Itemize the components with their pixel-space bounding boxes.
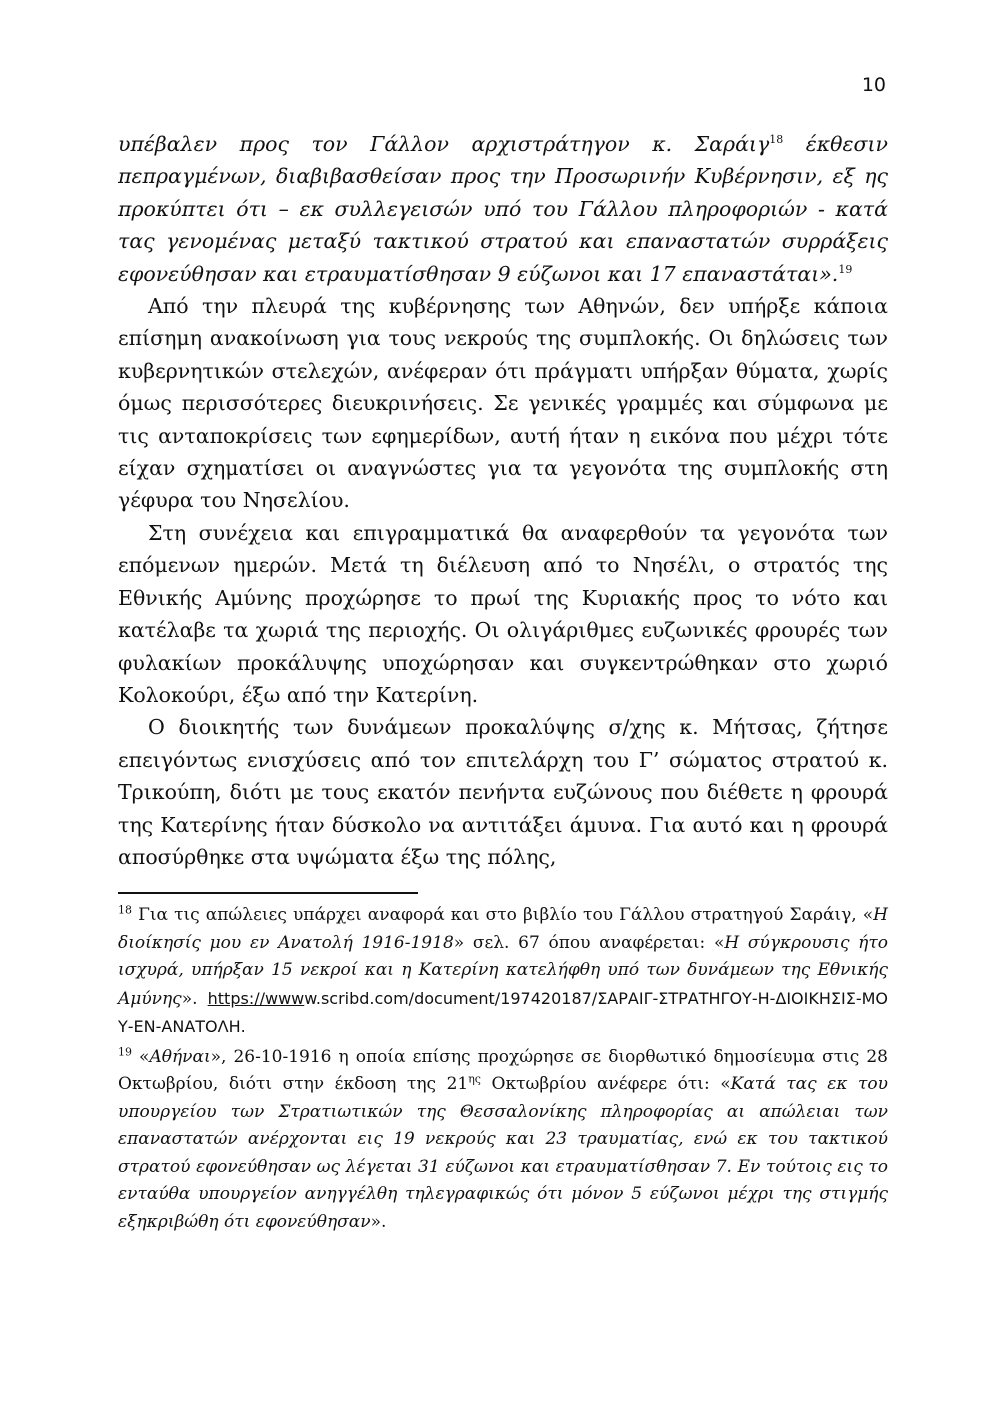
paragraph-1: [118, 128, 888, 290]
footnote-18-text3: ».: [181, 988, 208, 1009]
footnote-18-url-link[interactable]: https://www: [207, 988, 305, 1008]
paragraph-1-quote-part1: υπέβαλεν προς τον Γάλλον αρχιστράτηγον κ. Σαράιγ: [118, 132, 770, 156]
paragraph-4: Ο διοικητής των δυνάμεων προκαλύψης σ/χης κ. Μήτσας, ζήτησε επειγόντως ενισχύσεις από τον επιτελάρχη του Γ’ σώματος στρατού κ. Τρικούπη, διότι με τους εκατόν πενήντα ευζώνους που διέθετε η φρουρά της Κατερίνης ήταν δύσκολο να αντιτάξει άμυνα. Για αυτό και η φρουρά αποσύρθηκε στα υψώματα έξω της πόλης,: [118, 715, 888, 869]
footnote-19-quote: Κατά τας εκ του υπουργείου των Στρατιωτικών της Θεσσαλονίκης πληροφορίας αι απώλειαι των επαναστατών ανέρχονται εις 19 νεκρούς και 23 τραυματίας, ενώ εκ του τακτικού στρατού εφονεύθησαν ως λέγεται 31 εύζωνοι και ετραυματίσθησαν 7. Εν τούτοις εις το ενταύθα υπουργείον ανηγγέλθη τηλεγραφικώς ότι μόνον 5 εύζωνοι μέχρι της στιγμής εξηκριβώθη ότι εφονεύθησαν: [118, 1074, 888, 1232]
paragraph-2: Από την πλευρά της κυβέρνησης των Αθηνών, δεν υπήρξε κάποια επίσημη ανακοίνωση για τους νεκρούς της συμπλοκής. Οι δηλώσεις των κυβερνητικών στελεχών, ανέφεραν ότι πράγματι υπήρξαν θύματα, χωρίς όμως περισσότερες διευκρινήσεις. Σε γενικές γραμμές και σύμφωνα με τις ανταποκρίσεις των εφημερίδων, αυτή ήταν η εικόνα που μέχρι τότε είχαν σχηματίσει οι αναγνώστες για τα γεγονότα της συμπλοκής στη γέφυρα του Νησελίου.: [118, 294, 888, 513]
paragraph-3: Στη συνέχεια και επιγραμματικά θα αναφερθούν τα γεγονότα των επόμενων ημερών. Μετά τη διέλευση από το Νησέλι, ο στρατός της Εθνικής Αμύνης προχώρησε το πρωί της Κυριακής προς το νότο και κατέλαβε τα χωριά της περιοχής. Οι ολιγάριθμες ευζωνικές φρουρές των φυλακίων προκάλυψης υποχώρησαν και συγκεντρώθηκαν στο χωριό Κολοκούρι, έξω από την Κατερίνη.: [118, 520, 888, 707]
footnote-number-18: 18: [118, 903, 132, 917]
paragraph-1-quote-part2: έκθεσιν πεπραγμένων, διαβιβασθείσαν προς την Προσωρινήν Κυβέρνησιν, εξ ης προκύπτει ότι – εκ συλλεγεισών υπό του Γάλλου πληροφοριών - κατά τας γενομένας μεταξύ τακτικού στρατού και επαναστατών συρράξεις εφονεύθησαν και ετραυματίσθησαν 9 εύζωνοι και 17 επαναστάται».: [118, 132, 888, 286]
footnote-19-ordinal: ης: [468, 1072, 481, 1086]
main-text: [118, 128, 888, 873]
page-number: 10: [861, 74, 886, 96]
footnote-18-book-title: Η διοίκησίς μου εν Ανατολή 1916-1918: [118, 905, 888, 953]
footnote-19-text2: », 26-10-1916 η οποία επίσης προχώρησε σε διορθωτικό δημοσίευμα στις 28 Οκτωβρίου, διότι στην έκδοση της 21: [118, 1046, 889, 1094]
footnote-ref-18[interactable]: 18: [769, 133, 784, 147]
footnote-19-newspaper: Αθήναι: [149, 1046, 211, 1067]
footnote-ref-19[interactable]: 19: [838, 262, 853, 276]
footnote-18-text2: » σελ. 67 όπου αναφέρεται: «: [453, 932, 725, 953]
footnote-19: [118, 1044, 888, 1237]
footnote-divider: [118, 892, 418, 894]
footnote-19-text1: «: [132, 1046, 150, 1067]
footnote-18-url-rest: w.scribd.com/document/197420187/ΣΑΡΑΙΓ-ΣΤΡΑΤΗΓΟΥ-Η-ΔΙΟΙΚΗΣΙΣ-ΜΟΥ-ΕΝ-ΑΝΑΤΟΛΗ.: [118, 988, 888, 1036]
footnote-number-19: 19: [118, 1044, 132, 1058]
footnotes: [118, 902, 888, 1238]
footnote-19-text3: Οκτωβρίου ανέφερε ότι: «: [480, 1074, 731, 1094]
footnote-18-quote: Η σύγκρουσις ήτο ισχυρά, υπήρξαν 15 νεκροί και η Κατερίνη κατελήφθη υπό των δυνάμεων της Εθνικής Αμύνης: [118, 932, 889, 1009]
footnote-19-text4: ».: [370, 1211, 387, 1232]
footnote-18-text1: Για τις απώλειες υπάρχει αναφορά και στο βιβλίο του Γάλλου στρατηγού Σαράιγ, «: [132, 905, 874, 925]
footnote-18: [118, 902, 888, 1042]
